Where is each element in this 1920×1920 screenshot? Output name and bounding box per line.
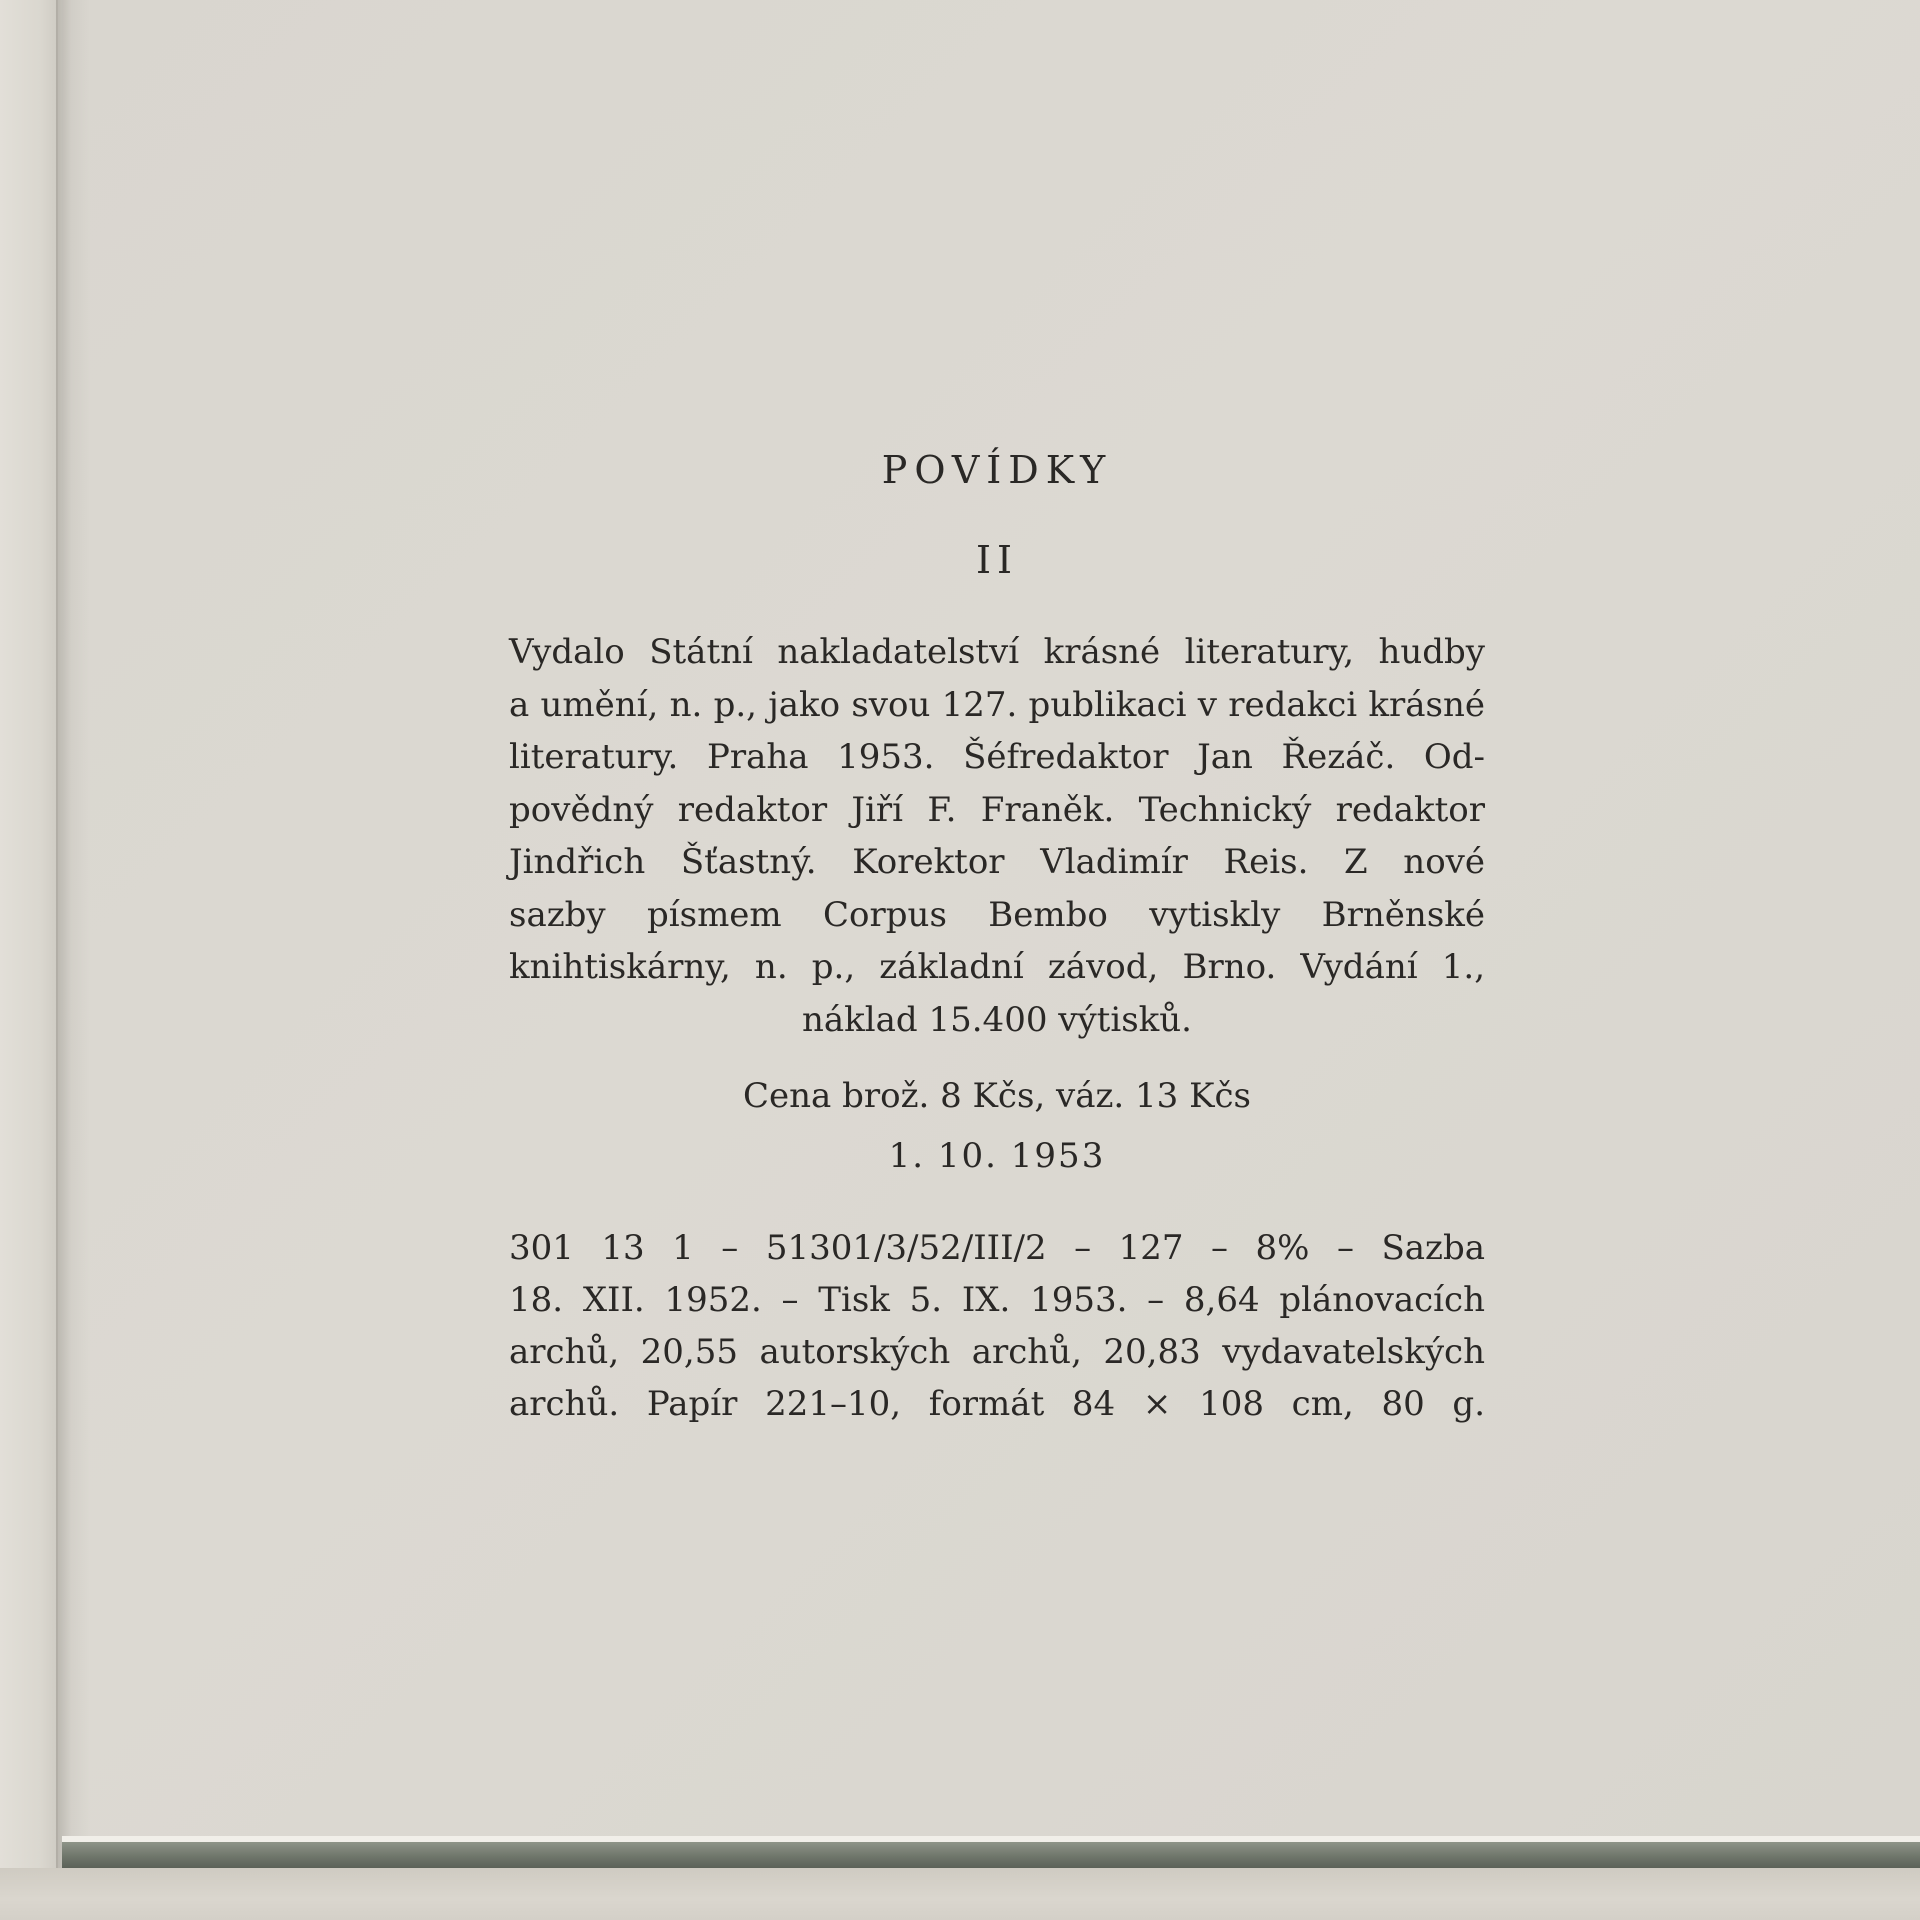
print-info-line: 18. XII. 1952. – Tisk 5. IX. 1953. – 8,64 plánovacích <box>509 1280 1485 1320</box>
colophon-line: knihtiskárny, n. p., základní závod, Brno. Vydání 1., <box>509 947 1485 987</box>
print-info-line: archů. Papír 221–10, formát 84 × 108 cm, 80 g. <box>509 1384 1485 1424</box>
cover-board-edge <box>62 1842 1920 1868</box>
colophon-line: sazby písmem Corpus Bembo vytiskly Brněnské <box>509 894 1485 935</box>
cover-board-bottom <box>0 1868 1920 1920</box>
colophon-line: Vydalo Státní nakladatelství krásné literatury, hudby <box>509 632 1485 672</box>
print-info-paragraph <box>509 1222 1485 1430</box>
left-endpaper <box>0 0 58 1920</box>
release-date: 1. 10. 1953 <box>888 1136 1106 1176</box>
book-title: POVÍDKY <box>881 448 1113 492</box>
gutter-shadow <box>56 0 90 1920</box>
colophon-line: a umění, n. p., jako svou 127. publikaci v redakci krásné <box>509 684 1485 725</box>
volume-number: II <box>975 538 1019 582</box>
colophon-line: literatury. Praha 1953. Šéfredaktor Jan Řezáč. Od- <box>509 737 1485 777</box>
print-info-line: archů, 20,55 autorských archů, 20,83 vydavatelských <box>509 1332 1485 1372</box>
print-info-line: 301 13 1 – 51301/3/52/III/2 – 127 – 8% – Sazba <box>509 1228 1485 1268</box>
colophon-line: Jindřich Šťastný. Korektor Vladimír Reis. Z nové <box>509 842 1485 882</box>
colophon-line: náklad 15.400 výtisků. <box>802 999 1192 1040</box>
imprint-block <box>509 440 1485 1430</box>
colophon-paragraph <box>509 626 1485 1046</box>
price-line: Cena brož. 8 Kčs, váz. 13 Kčs <box>742 1076 1252 1116</box>
colophon-line: povědný redaktor Jiří F. Franěk. Technický redaktor <box>509 789 1485 830</box>
